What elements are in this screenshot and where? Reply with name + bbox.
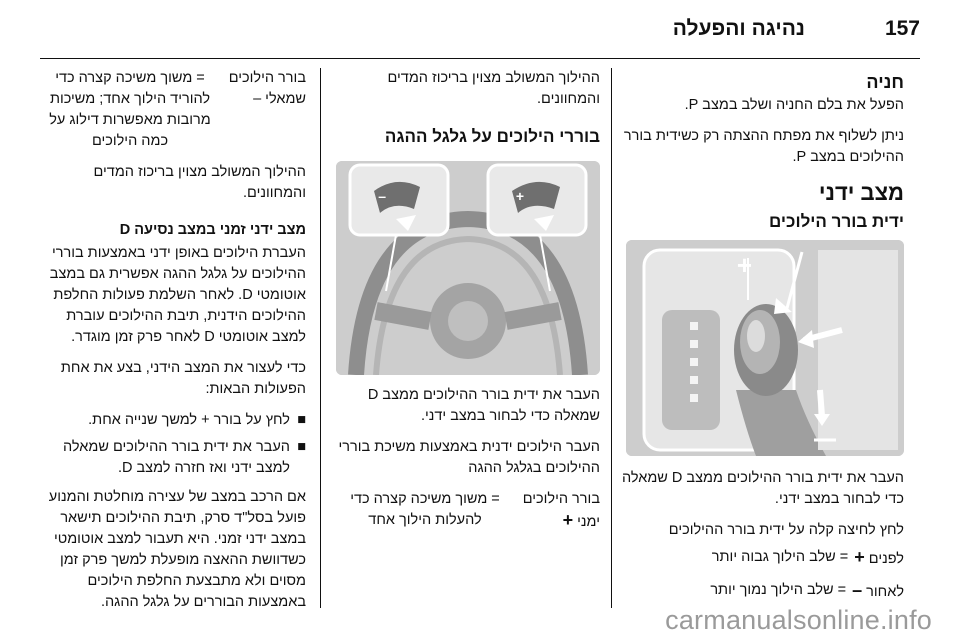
right-paddle-row — [336, 489, 600, 533]
column-middle — [336, 68, 600, 543]
bullet-text-2: העבר את ידית בורר ההילוכים שמאלה למצב ידני ואז חזרה למצב D. — [62, 439, 290, 476]
bullet-item-1 — [40, 410, 306, 431]
page-number: 157 — [884, 17, 920, 40]
parking-text-1: הפעל את בלם החניה ושלב במצב P. — [684, 97, 904, 113]
forward-desc: = שלב הילוך גבוה יותר — [711, 549, 849, 565]
bullet-icon: ■ — [297, 439, 306, 455]
gear-lever-illustration — [626, 240, 904, 456]
manual-mode-heading: מצב ידני — [818, 180, 904, 205]
plus-mark: + — [515, 188, 524, 204]
back-desc: = שלב הילוך נמוך יותר — [710, 582, 847, 598]
paddles-heading: בוררי הילוכים על גלגל ההגה — [384, 127, 600, 146]
bullet-item-2 — [40, 437, 306, 479]
plus-mark: + — [736, 250, 752, 280]
parking-heading: חניה — [866, 72, 904, 92]
minus-mark: – — [378, 188, 386, 204]
column-divider-left — [320, 68, 321, 608]
header-rule — [40, 58, 920, 59]
column-divider-right — [611, 68, 612, 608]
move-lever-text-2: העבר את ידית בורר ההילוכים ממצב D שמאלה כדי לבחור במצב ידני. — [367, 387, 600, 424]
bullet-icon: ■ — [297, 412, 306, 428]
back-label: לאחור – — [852, 580, 904, 600]
left-paddle-term: בורר הילוכים שמאלי – — [228, 70, 306, 107]
left-paddle-row — [40, 68, 306, 152]
final-text: אם הרכב במצב של עצירה מוחלטת והמנוע פועל בסל"ד סרק, תיבת ההילוכים תישאר במצב ידני זמני. היא תעבור למצב אוטומטי כשדוושת ההאצה מופעלת למשך פרק זמן מסוים ולא מתבצעת החלפת הילוכים באמצעות הבוררים על גלגל ההגה. — [48, 489, 306, 610]
indicator-text-2: ההילוך המשולב מצוין בריכוז המדים והמחוונים. — [93, 164, 306, 201]
watermark: carmanualsonline.info — [665, 605, 932, 635]
column-left — [40, 68, 306, 623]
exit-intro-text: כדי לעצור את המצב הידני, בצע את אחת הפעולות הבאות: — [60, 360, 306, 397]
move-lever-text: העבר את ידית בורר ההילוכים ממצב D שמאלה כדי לבחור במצב ידני. — [621, 470, 904, 507]
indicator-text: ההילוך המשולב מצוין בריכוז המדים והמחוונים. — [387, 70, 600, 107]
column-right — [620, 68, 904, 613]
parking-text-2: ניתן לשלוף את מפתח ההצתה רק כשידית בורר ההילוכים במצב P. — [623, 128, 904, 165]
bullet-text-1: לחץ על בורר + למשך שנייה אחת. — [88, 412, 290, 428]
forward-label: לפנים + — [854, 547, 904, 567]
chapter-title: נהיגה והפעלה — [672, 17, 805, 40]
temp-manual-heading: מצב ידני זמני במצב נסיעה D — [119, 222, 306, 238]
lever-heading: ידית בורר הילוכים — [769, 212, 904, 231]
temp-manual-text: העברת הילוכים באופן ידני באמצעות בוררי ההילוכים על גלגל ההגה אפשרית גם במצב אוטומטי D. לאחר השלמת פעולות החלפת ההילוכים הידנית, תיבת ההילוכים עוברת למצב אוטומטי D לאחר פרק זמן מוגדר. — [49, 245, 306, 345]
page-header — [40, 12, 920, 52]
paddles-text: העבר הילוכים ידנית באמצעות משיכת בוררי ההילוכים בגלגל ההגה — [338, 439, 600, 476]
back-row — [620, 580, 904, 603]
tap-lever-text: לחץ לחיצה קלה על ידית בורר ההילוכים — [668, 522, 904, 538]
left-paddle-desc: = משוך משיכה קצרה כדי להוריד הילוך אחד; משיכות מרובות מאפשרות דילוג על כמה הילוכים — [49, 70, 211, 149]
right-paddle-desc: = משוך משיכה קצרה כדי להעלות הילוך אחד — [350, 491, 500, 528]
forward-row — [620, 547, 904, 570]
right-paddle-term: בורר הילוכים ימני + — [522, 491, 600, 530]
steering-paddles-illustration — [336, 161, 600, 375]
